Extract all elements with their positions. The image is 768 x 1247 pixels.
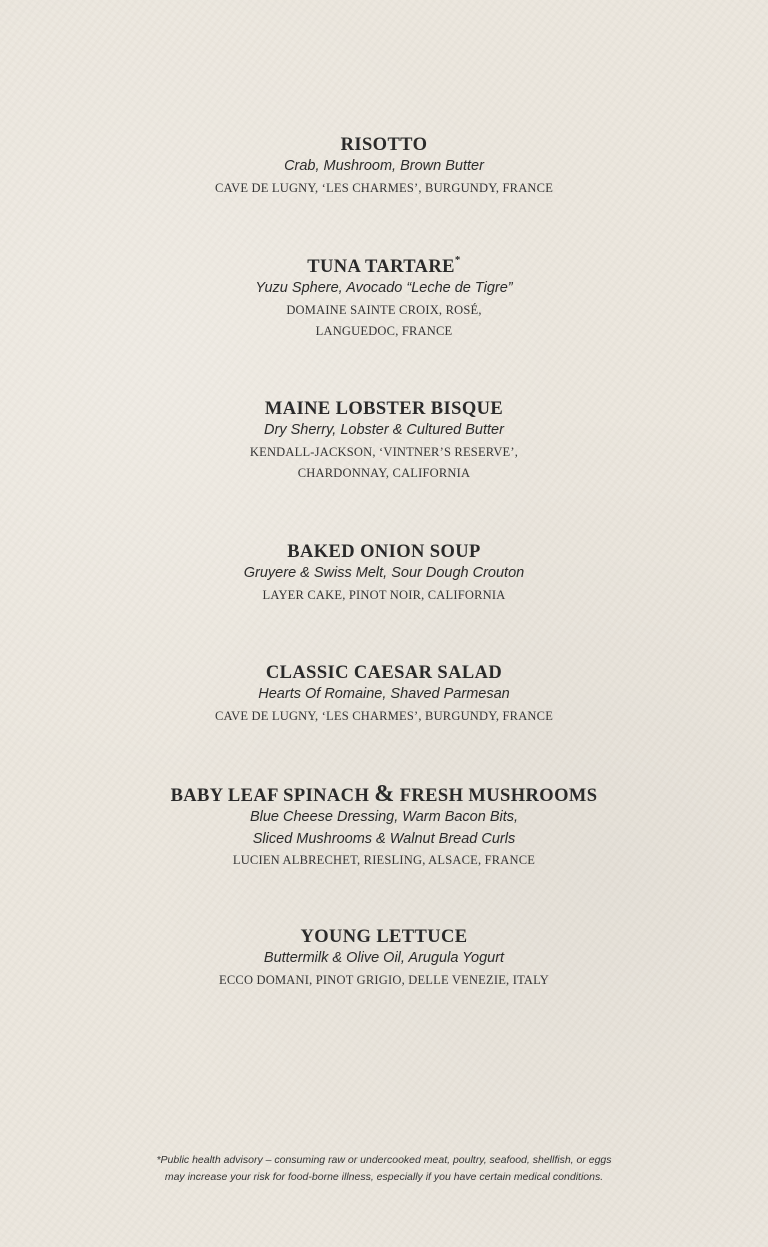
ampersand: & — [374, 781, 395, 807]
dish-name-part1: BABY LEAF SPINACH — [170, 786, 370, 806]
dish-name: RISOTTO — [340, 135, 428, 155]
health-advisory-marker: * — [454, 253, 461, 266]
dish-name: MAINE LOBSTER BISQUE — [264, 399, 504, 419]
course-risotto — [0, 134, 768, 199]
wine-pairing: LANGUEDOC, FRANCE — [315, 324, 453, 338]
footnote-line: *Public health advisory – consuming raw or undercooked meat, poultry, seafood, shellfish, or eggs — [156, 1154, 612, 1166]
wine-pairing: CAVE DE LUGNY, ‘LES CHARMES’, BURGUNDY, FRANCE — [214, 180, 554, 195]
wine-pairing: CHARDONNAY, CALIFORNIA — [297, 466, 471, 480]
footnote-line: may increase your risk for food-borne illness, especially if you have certain medical conditions. — [164, 1170, 604, 1183]
dish-description: Crab, Mushroom, Brown Butter — [284, 158, 484, 174]
dish-description: Buttermilk & Olive Oil, Arugula Yogurt — [263, 950, 505, 966]
dish-description: Sliced Mushrooms & Walnut Bread Curls — [252, 830, 516, 847]
wine-pairing: LUCIEN ALBRECHET, RIESLING, ALSACE, FRANCE — [232, 853, 536, 867]
dish-name-part2: FRESH MUSHROOMS — [399, 786, 598, 806]
dish-description: Hearts Of Romaine, Shaved Parmesan — [258, 686, 510, 702]
dish-name: YOUNG LETTUCE — [300, 927, 468, 947]
dish-name: BAKED ONION SOUP — [287, 542, 481, 562]
dish-name — [0, 253, 768, 278]
course-young-lettuce — [0, 926, 768, 991]
dish-description: Yuzu Sphere, Avocado “Leche de Tigre” — [255, 280, 513, 296]
health-advisory-footnote — [0, 1152, 768, 1185]
dish-name: CLASSIC CAESAR SALAD — [265, 663, 503, 683]
wine-pairing: DOMAINE SAINTE CROIX, ROSÉ, — [286, 302, 482, 317]
course-classic-caesar-salad — [0, 662, 768, 727]
wine-pairing: LAYER CAKE, PINOT NOIR, CALIFORNIA — [262, 587, 506, 602]
course-baked-onion-soup — [0, 541, 768, 606]
course-tuna-tartare — [0, 253, 768, 343]
course-baby-leaf-spinach — [0, 783, 768, 872]
course-maine-lobster-bisque — [0, 398, 768, 485]
dish-description: Blue Cheese Dressing, Warm Bacon Bits, — [249, 809, 519, 825]
wine-pairing: KENDALL-JACKSON, ‘VINTNER’S RESERVE’, — [249, 444, 519, 459]
wine-pairing: CAVE DE LUGNY, ‘LES CHARMES’, BURGUNDY, FRANCE — [214, 708, 554, 723]
dish-name — [0, 783, 768, 807]
dish-name-text: TUNA TARTARE — [307, 257, 455, 277]
dish-description: Dry Sherry, Lobster & Cultured Butter — [264, 422, 504, 438]
dish-description: Gruyere & Swiss Melt, Sour Dough Crouton — [243, 565, 525, 581]
wine-pairing: ECCO DOMANI, PINOT GRIGIO, DELLE VENEZIE, ITALY — [219, 972, 549, 987]
